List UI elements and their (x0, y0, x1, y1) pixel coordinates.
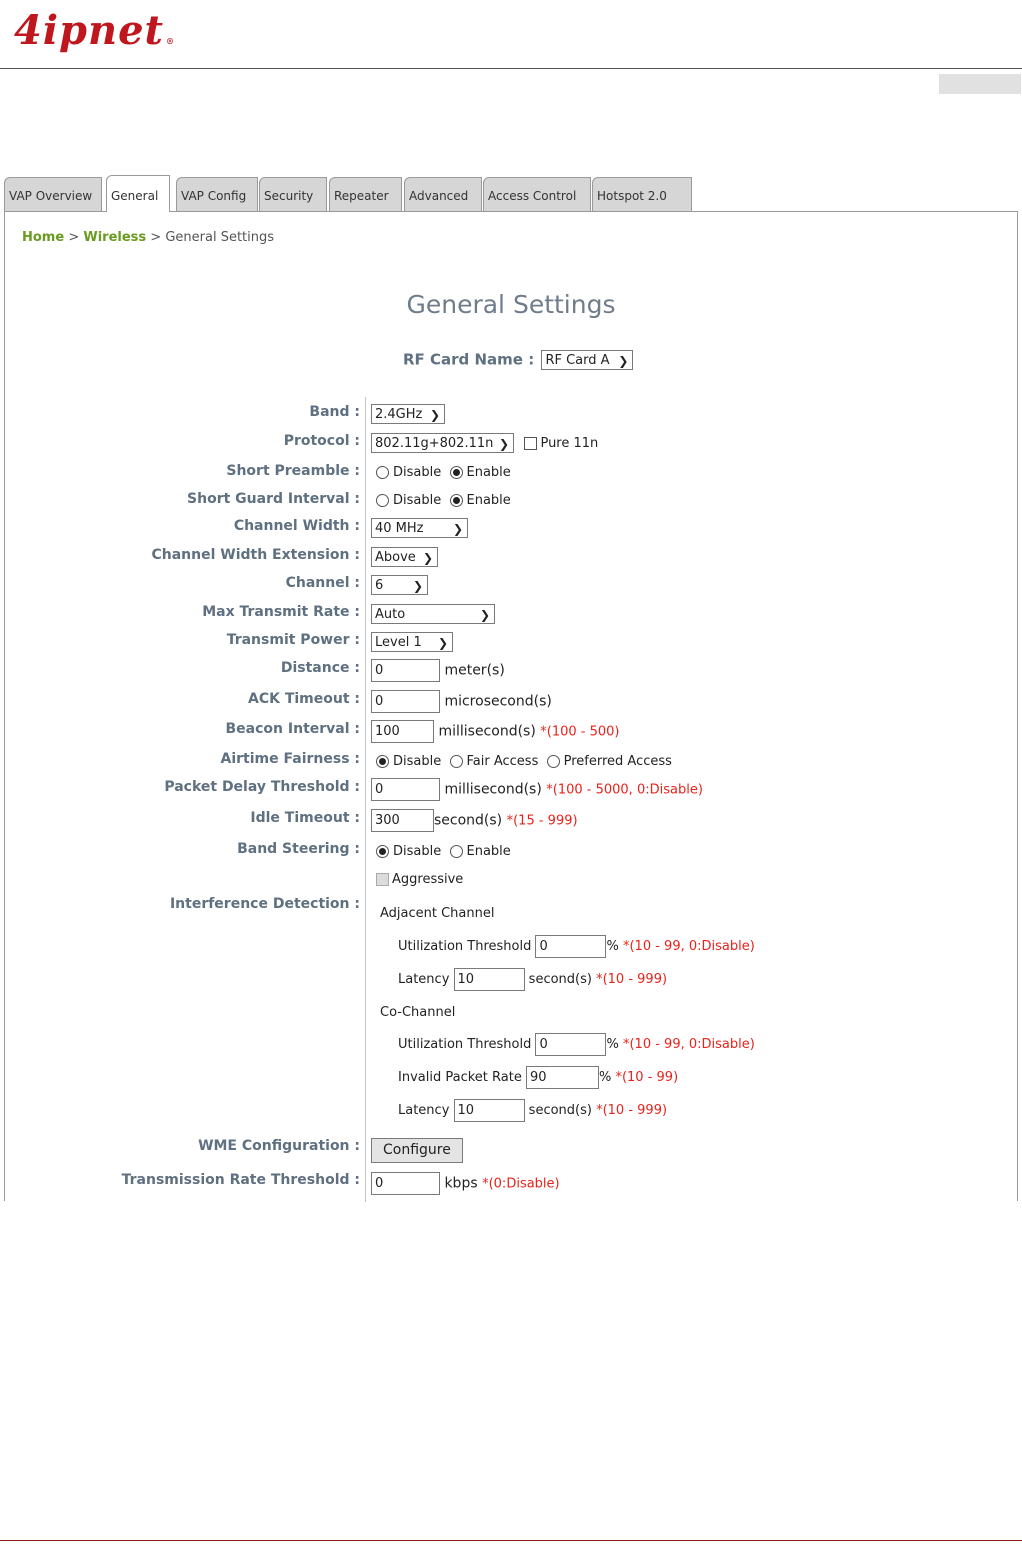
beacon-hint: *(100 - 500) (540, 724, 620, 740)
distance-label: Distance : (280, 660, 360, 676)
chevron-down-icon: ❯ (412, 579, 423, 593)
tab-security[interactable]: Security (259, 177, 327, 211)
tx-power-label: Transmit Power : (226, 632, 360, 648)
ack-timeout-input[interactable]: 0 (371, 690, 440, 713)
pure-11n-checkbox[interactable] (524, 437, 537, 450)
chevron-down-icon: ❯ (429, 408, 440, 422)
wme-configure-button[interactable]: Configure (371, 1138, 463, 1163)
adjacent-latency-row: Latency 10 second(s) *(10 - 999) (398, 968, 667, 991)
airtime-label: Airtime Fairness : (220, 751, 360, 767)
max-rate-label: Max Transmit Rate : (202, 604, 360, 620)
distance-input[interactable]: 0 (371, 659, 440, 682)
rf-card-select[interactable]: RF Card A ❯ (541, 350, 633, 370)
header-gray-box (939, 74, 1021, 94)
idle-timeout-hint: *(15 - 999) (506, 813, 578, 829)
tx-power-select[interactable]: Level 1 ❯ (371, 632, 453, 652)
form-column-divider (365, 397, 366, 1202)
aggressive-checkbox[interactable] (376, 873, 389, 886)
tab-access-control[interactable]: Access Control (483, 177, 591, 211)
idle-timeout-label: Idle Timeout : (250, 810, 360, 826)
breadcrumb-home[interactable]: Home (22, 230, 65, 245)
channel-select[interactable]: 6 ❯ (371, 575, 428, 595)
chevron-down-icon: ❯ (437, 636, 448, 650)
short-preamble-label: Short Preamble : (226, 463, 360, 479)
adjacent-latency-input[interactable]: 10 (454, 968, 525, 991)
packet-delay-unit: millisecond(s) (444, 781, 542, 798)
chevron-down-icon: ❯ (618, 354, 629, 368)
adjacent-util-row: Utilization Threshold 0 % *(10 - 99, 0:Disable) (398, 935, 755, 958)
footer-divider (0, 1540, 1022, 1541)
adjacent-channel-title: Adjacent Channel (380, 906, 495, 921)
band-label: Band : (309, 404, 360, 420)
beacon-input[interactable]: 100 (371, 720, 434, 743)
tab-advanced[interactable]: Advanced (404, 177, 482, 211)
co-channel-title: Co-Channel (380, 1005, 456, 1020)
rf-card-label: RF Card Name : (403, 350, 535, 369)
idle-timeout-input[interactable]: 300 (371, 809, 434, 832)
idle-timeout-unit: second(s) (434, 812, 503, 829)
short-guard-disable-radio[interactable] (376, 494, 389, 507)
max-rate-select[interactable]: Auto ❯ (371, 604, 495, 624)
ack-timeout-label: ACK Timeout : (247, 691, 360, 707)
header-divider (0, 68, 1022, 69)
beacon-label: Beacon Interval : (225, 721, 360, 737)
tab-vap-config[interactable]: VAP Config (176, 177, 258, 211)
pure-11n-label: Pure 11n (540, 436, 599, 451)
tx-rate-threshold-hint: *(0:Disable) (482, 1176, 560, 1192)
rf-card-row (403, 350, 633, 370)
brand-logo: 4ipnet ® (14, 7, 176, 54)
channel-width-select[interactable]: 40 MHz ❯ (371, 518, 468, 538)
cw-extension-label: Channel Width Extension : (151, 547, 360, 563)
short-guard-enable-radio[interactable] (450, 494, 463, 507)
band-steering-label: Band Steering : (237, 841, 360, 857)
co-invalid-input[interactable]: 90 (526, 1066, 599, 1089)
breadcrumb-wireless[interactable]: Wireless (83, 230, 147, 245)
chevron-down-icon: ❯ (422, 551, 433, 565)
tx-rate-threshold-unit: kbps (444, 1175, 478, 1192)
short-guard-label: Short Guard Interval : (187, 491, 360, 507)
breadcrumb-current: General Settings (165, 230, 275, 245)
packet-delay-label: Packet Delay Threshold : (164, 779, 360, 795)
distance-unit: meter(s) (444, 662, 505, 679)
tx-rate-threshold-input[interactable]: 0 (371, 1172, 440, 1195)
cw-extension-select[interactable]: Above ❯ (371, 547, 438, 567)
tab-bar (4, 175, 704, 212)
breadcrumb: Home > Wireless > General Settings (22, 230, 275, 245)
tab-hotspot[interactable]: Hotspot 2.0 (592, 177, 692, 211)
aggressive-label: Aggressive (392, 872, 464, 887)
protocol-select[interactable]: 802.11g+802.11n ❯ (371, 433, 514, 453)
airtime-fair-radio[interactable] (450, 755, 463, 768)
airtime-disable-radio[interactable] (376, 755, 389, 768)
tx-rate-threshold-label: Transmission Rate Threshold : (121, 1172, 360, 1188)
packet-delay-hint: *(100 - 5000, 0:Disable) (546, 782, 703, 798)
chevron-down-icon: ❯ (479, 608, 490, 622)
short-preamble-enable-radio[interactable] (450, 466, 463, 479)
band-steering-disable-radio[interactable] (376, 845, 389, 858)
co-latency-input[interactable]: 10 (454, 1099, 525, 1122)
wme-label: WME Configuration : (198, 1138, 360, 1154)
interference-label: Interference Detection : (169, 896, 360, 912)
channel-width-label: Channel Width : (233, 518, 360, 534)
co-latency-row: Latency 10 second(s) *(10 - 999) (398, 1099, 667, 1122)
chevron-down-icon: ❯ (452, 522, 463, 536)
ack-timeout-unit: microsecond(s) (444, 693, 552, 710)
adjacent-util-input[interactable]: 0 (535, 935, 606, 958)
tab-general[interactable]: General (106, 175, 170, 212)
packet-delay-input[interactable]: 0 (371, 778, 440, 801)
tab-vap-overview[interactable]: VAP Overview (4, 177, 102, 211)
band-select[interactable]: 2.4GHz ❯ (371, 404, 445, 424)
protocol-label: Protocol : (283, 433, 360, 449)
channel-label: Channel : (285, 575, 360, 591)
co-invalid-row: Invalid Packet Rate 90 % *(10 - 99) (398, 1066, 678, 1089)
tab-repeater[interactable]: Repeater (329, 177, 402, 211)
co-util-row: Utilization Threshold 0 % *(10 - 99, 0:Disable) (398, 1033, 755, 1056)
co-util-input[interactable]: 0 (535, 1033, 606, 1056)
airtime-preferred-radio[interactable] (547, 755, 560, 768)
band-steering-enable-radio[interactable] (450, 845, 463, 858)
short-preamble-disable-radio[interactable] (376, 466, 389, 479)
page-title: General Settings (406, 290, 616, 319)
beacon-unit: millisecond(s) (438, 723, 536, 740)
chevron-down-icon: ❯ (498, 437, 509, 451)
